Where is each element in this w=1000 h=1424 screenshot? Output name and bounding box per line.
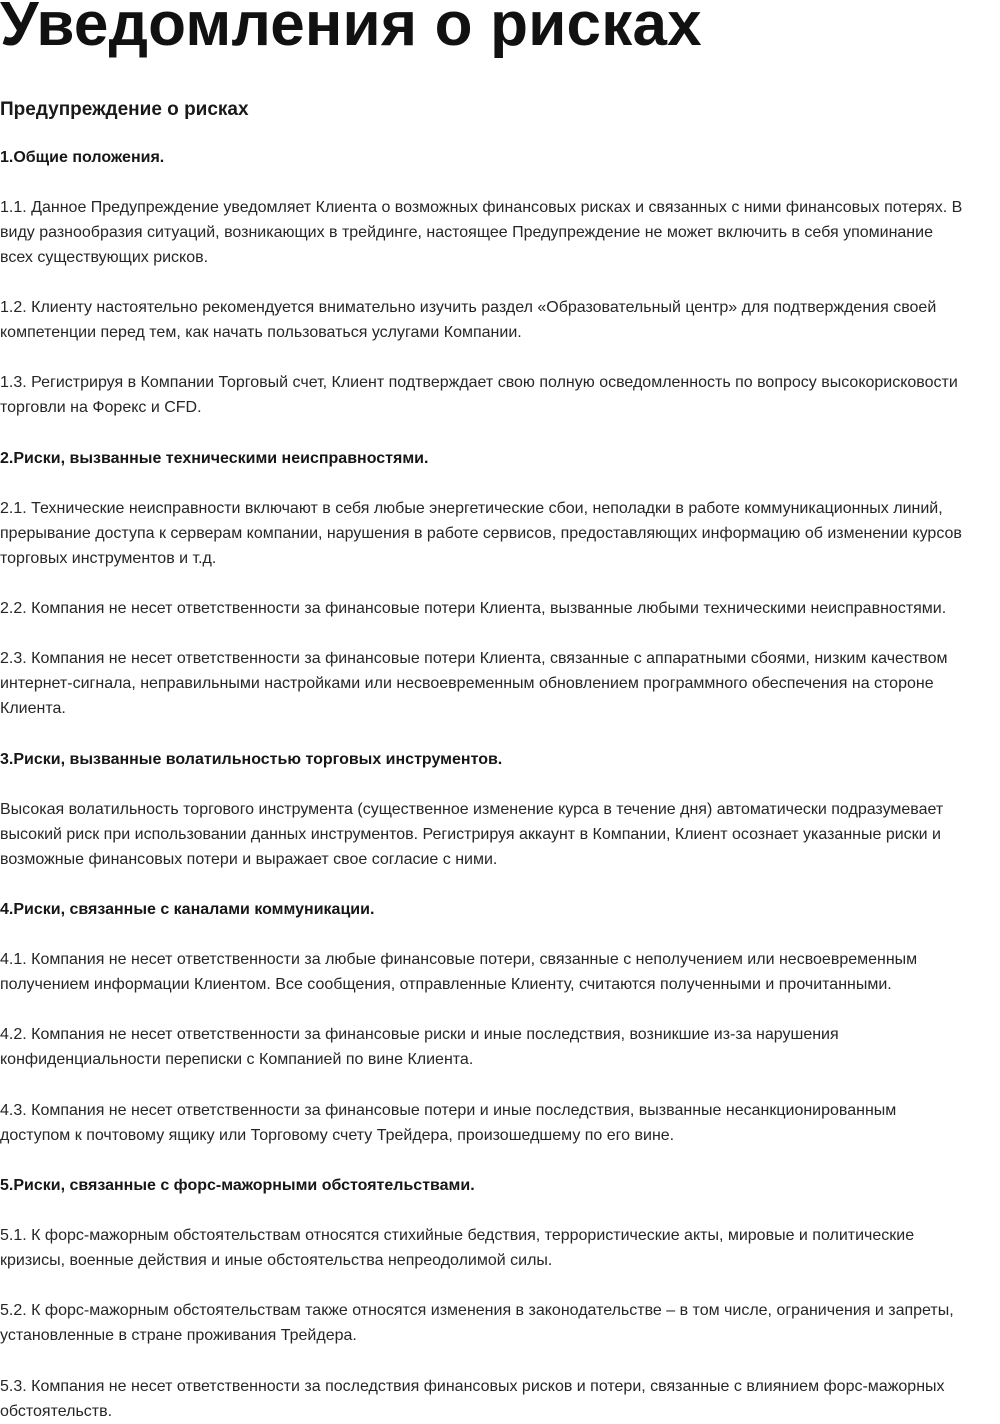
page-title: Уведомления о рисках xyxy=(0,0,702,59)
paragraph xyxy=(0,1022,1000,1072)
paragraph xyxy=(0,370,1000,420)
text-line: кризисы, военные действия и иные обстоятельства непреодолимой силы. xyxy=(0,1252,553,1269)
text-line: 2.3. Компания не несет ответственности за финансовые потери Клиента, связанные с аппаратными сбоями, низким качеством xyxy=(0,650,948,667)
section-heading xyxy=(0,145,1000,170)
text-line: высокий риск при использовании данных инструментов. Регистрируя аккаунт в Компании, Клиент осознает указанные риски и xyxy=(0,826,941,843)
paragraph xyxy=(0,1223,1000,1273)
text-line: 4.Риски, связанные с каналами коммуникации. xyxy=(0,901,375,918)
text-line: 2.2. Компания не несет ответственности за финансовые потери Клиента, вызванные любыми техническими неисправностями. xyxy=(0,600,947,617)
paragraph xyxy=(0,195,1000,270)
paragraph xyxy=(0,1098,1000,1148)
text-line: обстоятельств. xyxy=(0,1403,113,1420)
section-heading xyxy=(0,446,1000,471)
paragraph xyxy=(0,797,1000,872)
document-subtitle: Предупреждение о рисках xyxy=(0,99,249,120)
section-heading xyxy=(0,747,1000,772)
text-line: конфиденциальности переписки с Компанией по вине Клиента. xyxy=(0,1051,474,1068)
paragraph xyxy=(0,496,1000,571)
text-line: прерывание доступа к серверам компании, нарушения в работе сервисов, предоставляющих информацию об изменении курсов xyxy=(0,525,962,542)
text-line: Клиента. xyxy=(0,700,66,717)
paragraph xyxy=(0,596,1000,621)
paragraph xyxy=(0,1298,1000,1348)
text-line: 5.1. К форс-мажорным обстоятельствам относятся стихийные бедствия, террористические акты, мировые и политические xyxy=(0,1227,915,1244)
text-line: 1.2. Клиенту настоятельно рекомендуется внимательно изучить раздел «Образовательный центр» для подтверждения своей xyxy=(0,299,937,316)
text-line: 1.Общие положения. xyxy=(0,149,165,166)
text-line: виду разнообразия ситуаций, возникающих в трейдинге, настоящее Предупреждение не может включить в себя упоминание xyxy=(0,224,933,241)
text-line: 4.1. Компания не несет ответственности за любые финансовые потери, связанные с неполучением или несвоевременным xyxy=(0,951,918,968)
text-line: 5.Риски, связанные с форс-мажорными обстоятельствами. xyxy=(0,1177,475,1194)
text-line: 2.Риски, вызванные техническими неисправностями. xyxy=(0,450,429,467)
text-line: доступом к почтовому ящику или Торговому счету Трейдера, произошедшему по его вине. xyxy=(0,1127,675,1144)
text-line: всех существующих рисков. xyxy=(0,249,209,266)
text-line: компетенции перед тем, как начать пользоваться услугами Компании. xyxy=(0,324,522,341)
paragraph xyxy=(0,295,1000,345)
text-line: 4.3. Компания не несет ответственности за финансовые потери и иные последствия, вызванные несанкционированным xyxy=(0,1102,897,1119)
text-line: установленные в стране проживания Трейдера. xyxy=(0,1327,357,1344)
text-line: получением информации Клиентом. Все сообщения, отправленные Клиенту, считаются полученными и прочитанными. xyxy=(0,976,892,993)
text-line: торговых инструментов и т.д. xyxy=(0,550,217,567)
text-line: возможные финансовых потери и выражает свое согласие с ними. xyxy=(0,851,498,868)
text-line: торговли на Форекс и CFD. xyxy=(0,399,202,416)
text-line: интернет-сигнала, неправильными настройками или несвоевременным обновлением программного обеспечения на стороне xyxy=(0,675,934,692)
text-line: 2.1. Технические неисправности включают в себя любые энергетические сбои, неполадки в работе коммуникационных линий, xyxy=(0,500,943,517)
text-line: 5.2. К форс-мажорным обстоятельствам также относятся изменения в законодательстве – в том числе, ограничения и запреты, xyxy=(0,1302,954,1319)
text-line: 1.3. Регистрируя в Компании Торговый счет, Клиент подтверждает свою полную осведомленность по вопросу высокорисковости xyxy=(0,374,958,391)
section-heading xyxy=(0,1173,1000,1198)
paragraph xyxy=(0,947,1000,997)
text-line: 3.Риски, вызванные волатильностью торговых инструментов. xyxy=(0,751,503,768)
text-line: 4.2. Компания не несет ответственности за финансовые риски и иные последствия, возникшие из-за нарушения xyxy=(0,1026,839,1043)
text-line: 1.1. Данное Предупреждение уведомляет Клиента о возможных финансовых рисках и связанных с ними финансовых потерях. В xyxy=(0,199,963,216)
paragraph xyxy=(0,1374,1000,1424)
text-line: Высокая волатильность торгового инструмента (существенное изменение курса в течение дня) автоматически подразумевает xyxy=(0,801,944,818)
section-heading xyxy=(0,897,1000,922)
text-line: 5.3. Компания не несет ответственности за последствия финансовых рисков и потери, связанные с влиянием форс-мажорных xyxy=(0,1378,945,1395)
paragraph xyxy=(0,646,1000,721)
